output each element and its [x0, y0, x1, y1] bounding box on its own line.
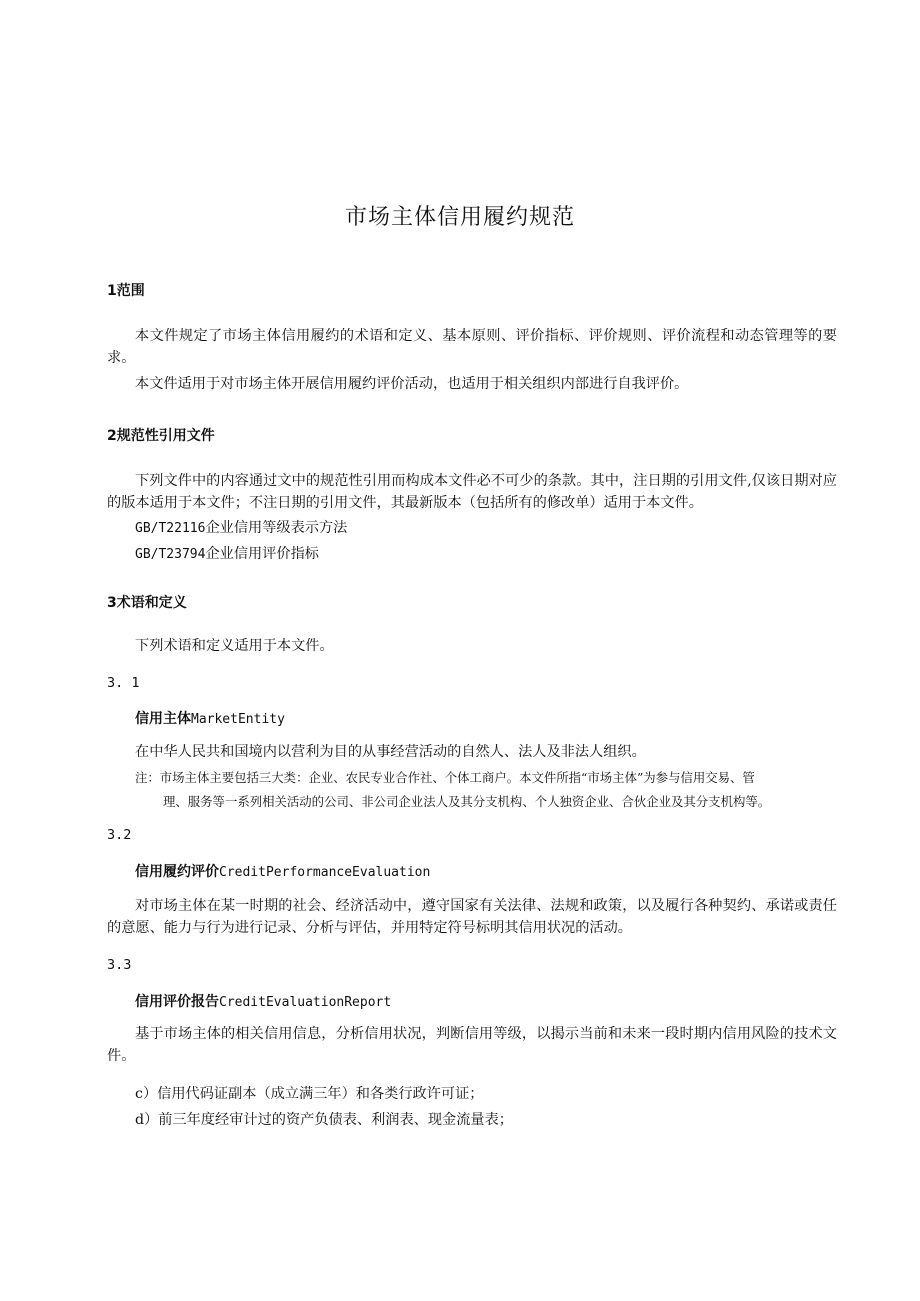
term-title-market-entity	[135, 708, 285, 728]
term-name-cn: 信用主体	[135, 711, 191, 727]
reference-title: 企业信用评价指标	[205, 546, 319, 562]
section-heading-scope: 1范围	[107, 283, 145, 299]
term-name-en: CreditPerformanceEvaluation	[219, 865, 431, 880]
section-heading-terms: 3术语和定义	[107, 595, 187, 611]
scope-paragraph-2: 本文件适用于对市场主体开展信用履约评价活动，也适用于相关组织内部进行自我评价。	[135, 376, 689, 392]
term-note-line-2: 理、服务等一系列相关活动的公司、非公司企业法人及其分支机构、个人独资企业、合伙企业及其分支机构等。	[163, 794, 771, 809]
reference-item-2	[135, 543, 319, 566]
term-definition: 在中华人民共和国境内以营利为目的从事经营活动的自然人、法人及非法人组织。	[135, 744, 646, 760]
reference-code: GB/T23794	[135, 547, 206, 562]
term-name-en: MarketEntity	[191, 712, 285, 727]
scope-paragraph-1: 本文件规定了市场主体信用履约的术语和定义、基本原则、评价指标、评价规则、评价流程和动态管理等的要求。	[107, 328, 837, 366]
term-note	[135, 766, 825, 814]
term-number: 3. 1	[107, 675, 140, 691]
reference-item-1	[135, 517, 347, 540]
term-definition: 基于市场主体的相关信用信息，分析信用状况，判断信用等级，以揭示当前和未来一段时期内信用风险的技术文件。	[107, 1026, 837, 1064]
term-number: 3.2	[107, 827, 132, 843]
term-name-cn: 信用履约评价	[135, 864, 219, 880]
list-item-d: d）前三年度经审计过的资产负债表、利润表、现金流量表；	[135, 1112, 513, 1128]
document-title: 市场主体信用履约规范	[344, 205, 575, 230]
term-number: 3.3	[107, 957, 132, 973]
reference-code: GB/T22116	[135, 521, 206, 536]
section-heading-normative-references: 2规范性引用文件	[107, 428, 215, 444]
list-item-c: c）信用代码证副本（成立满三年）和各类行政许可证；	[135, 1086, 484, 1102]
term-name-cn: 信用评价报告	[135, 994, 219, 1010]
reference-title: 企业信用等级表示方法	[205, 520, 348, 536]
normative-paragraph: 下列文件中的内容通过文中的规范性引用而构成本文件必不可少的条款。其中，注日期的引用文件,仅该日期对应的版本适用于本文件；不注日期的引用文件，其最新版本（包括所有的修改单）适用于本文件。	[107, 473, 837, 511]
term-note-line-1: 注：市场主体主要包括三大类：企业、农民专业合作社、个体工商户。本文件所指“市场主体”为参与信用交易、管	[135, 770, 755, 785]
term-definition: 对市场主体在某一时期的社会、经济活动中，遵守国家有关法律、法规和政策，以及履行各种契约、承诺或责任的意愿、能力与行为进行记录、分析与评估，并用特定符号标明其信用状况的活动。	[107, 898, 837, 936]
term-title-credit-performance-evaluation	[135, 861, 430, 881]
term-title-credit-evaluation-report	[135, 991, 391, 1011]
term-name-en: CreditEvaluationReport	[219, 995, 392, 1010]
terms-intro: 下列术语和定义适用于本文件。	[135, 638, 334, 654]
